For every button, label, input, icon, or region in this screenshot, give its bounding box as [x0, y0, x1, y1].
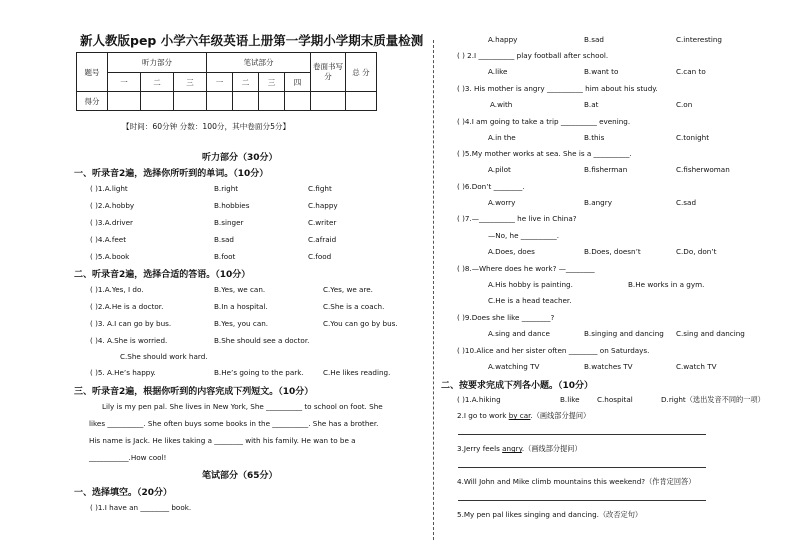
- option: B.He’s going to the park.: [214, 368, 304, 377]
- score-cell[interactable]: [285, 92, 311, 111]
- written-header: 笔试部分: [207, 53, 311, 73]
- question: ( )2.A.He is a doctor.: [90, 302, 164, 311]
- question: ( )1.A.light: [90, 184, 128, 193]
- option: A.like: [488, 67, 508, 76]
- option: B.singing and dancing: [584, 329, 664, 338]
- option: A.sing and dance: [488, 329, 550, 338]
- option: C.tonight: [676, 133, 710, 142]
- question: ( )10.Alice and her sister often ________ on Saturdays.: [457, 346, 650, 355]
- option: C.watch TV: [676, 362, 717, 371]
- option: B.He works in a gym.: [628, 280, 705, 289]
- num-cell: 三: [174, 73, 207, 92]
- option: B.Does, doesn’t: [584, 247, 641, 256]
- option: A.worry: [488, 198, 516, 207]
- option: C.afraid: [308, 235, 337, 244]
- num-cell: 一: [108, 73, 141, 92]
- question: ( )1.A.hiking: [457, 395, 501, 404]
- score-cell[interactable]: [141, 92, 174, 111]
- answer-line[interactable]: [458, 500, 706, 501]
- passage-line: likes __________. She often buys some books in the __________. She has a brother.: [89, 419, 379, 428]
- option: D.right（选出发音不同的一项）: [661, 395, 765, 404]
- option: C.She is a coach.: [323, 302, 385, 311]
- num-cell: 二: [141, 73, 174, 92]
- question: ( )3.A.driver: [90, 218, 133, 227]
- written-section-title: 笔试部分（65分）: [202, 471, 278, 481]
- option: B.She should see a doctor.: [214, 336, 310, 345]
- score-cell[interactable]: [174, 92, 207, 111]
- num-cell: 四: [285, 73, 311, 92]
- question: ( )5.My mother works at sea. She is a __________.: [457, 149, 632, 158]
- question-line: —No, he __________.: [488, 231, 560, 240]
- listen-section-title: 听力部分（30分）: [202, 153, 278, 163]
- question: ( )3. A.I can go by bus.: [90, 319, 172, 328]
- option: B.hobbies: [214, 201, 250, 210]
- option: C.writer: [308, 218, 337, 227]
- w2-heading: 二、按要求完成下列各小题。（10分）: [441, 381, 594, 391]
- option: C.on: [676, 100, 693, 109]
- score-table: [76, 52, 377, 111]
- option: B.In a hospital.: [214, 302, 268, 311]
- option: B.at: [584, 100, 599, 109]
- page-title: 新人教版pep 小学六年级英语上册第一学期小学期末质量检测: [80, 33, 424, 48]
- instruction: .（画线部分提问）: [530, 411, 591, 420]
- option: B.like: [560, 395, 580, 404]
- option: C.food: [308, 252, 332, 261]
- listen-header: 听力部分: [108, 53, 207, 73]
- option: A.pilot: [488, 165, 511, 174]
- score-cell[interactable]: [108, 92, 141, 111]
- option: C.happy: [308, 201, 338, 210]
- question: ( )6.Don’t ________.: [457, 182, 525, 191]
- option: A.with: [490, 100, 513, 109]
- question: ( )4. A.She is worried.: [90, 336, 168, 345]
- passage-line: His name is Jack. He likes taking a ________ with his family. He wan to be a: [89, 436, 356, 445]
- question: ( )5.A.book: [90, 252, 130, 261]
- option: C.sing and dancing: [676, 329, 745, 338]
- option: B.singer: [214, 218, 244, 227]
- question: 4.Will John and Mike climb mountains this weekend?（作肯定回答）: [457, 477, 696, 486]
- score-cell[interactable]: [346, 92, 377, 111]
- question: ( )1.I have an ________ book.: [90, 503, 192, 512]
- question-text: 3.Jerry feels: [457, 444, 503, 453]
- question: ( )1.A.Yes, I do.: [90, 285, 144, 294]
- option: B.watches TV: [584, 362, 633, 371]
- question: ( )7.—__________ he live in China?: [457, 214, 577, 223]
- option: B.sad: [214, 235, 234, 244]
- option: C.sad: [676, 198, 697, 207]
- question: ( )4.I am going to take a trip __________ evening.: [457, 117, 631, 126]
- score-cell[interactable]: [259, 92, 285, 111]
- answer-line[interactable]: [458, 467, 706, 468]
- exam-info: 【时间：60分钟 分数：100分，其中卷面分5分】: [122, 122, 291, 131]
- answer-line[interactable]: [458, 434, 706, 435]
- num-cell: 三: [259, 73, 285, 92]
- option: C.You can go by bus.: [323, 319, 398, 328]
- option: C.She should work hard.: [120, 352, 208, 361]
- question: ( )5. A.He’s happy.: [90, 368, 156, 377]
- passage-line: Lily is my pen pal. She lives in New York, She __________ to school on foot. She: [102, 402, 383, 411]
- option: A.watching TV: [488, 362, 540, 371]
- option: B.angry: [584, 198, 612, 207]
- score-label: 得分: [77, 92, 108, 111]
- question: ( )2.A.hobby: [90, 201, 135, 210]
- option: B.right: [214, 184, 239, 193]
- question: ( )9.Does she like ________?: [457, 313, 555, 322]
- option: B.this: [584, 133, 605, 142]
- option: C.He likes reading.: [323, 368, 391, 377]
- option: A.happy: [488, 35, 518, 44]
- question: [457, 411, 590, 421]
- neat-header: 卷面书写分: [311, 53, 346, 92]
- total-header: 总 分: [346, 53, 377, 92]
- num-label: 题号: [77, 53, 108, 92]
- option: B.fisherman: [584, 165, 628, 174]
- question: ( ) 2.I __________ play football after school.: [457, 51, 609, 60]
- instruction: .（画线部分提问）: [521, 444, 582, 453]
- s2-heading: 二、听录音2遍，选择合适的答语。（10分）: [74, 270, 251, 280]
- question: ( )3. His mother is angry __________ him about his study.: [457, 84, 658, 93]
- option: C.interesting: [676, 35, 722, 44]
- question: [457, 444, 582, 454]
- option: C.He is a head teacher.: [488, 296, 572, 305]
- option: B.foot: [214, 252, 236, 261]
- score-cell[interactable]: [207, 92, 233, 111]
- w1-heading: 一、选择填空。（20分）: [74, 488, 173, 498]
- question: ( )4.A.feet: [90, 235, 127, 244]
- column-divider: [433, 40, 434, 540]
- num-cell: 一: [207, 73, 233, 92]
- option: C.Do, don’t: [676, 247, 717, 256]
- option: C.fight: [308, 184, 332, 193]
- option: C.hospital: [597, 395, 633, 404]
- question: 5.My pen pal likes singing and dancing.（改否定句）: [457, 510, 643, 519]
- option: A.His hobby is painting.: [488, 280, 573, 289]
- s3-heading: 三、听录音2遍，根据你听到的内容完成下列短文。（10分）: [74, 387, 314, 397]
- s1-heading: 一、听录音2遍，选择你所听到的单词。（10分）: [74, 169, 269, 179]
- option: C.can to: [676, 67, 706, 76]
- score-cell[interactable]: [233, 92, 259, 111]
- question-text: 2.I go to work: [457, 411, 509, 420]
- option: C.Yes, we are.: [323, 285, 373, 294]
- num-cell: 二: [233, 73, 259, 92]
- underlined-text: angry: [502, 444, 522, 453]
- option: A.Does, does: [488, 247, 535, 256]
- option: B.Yes, you can.: [214, 319, 269, 328]
- option: B.Yes, we can.: [214, 285, 266, 294]
- question: ( )8.—Where does he work? —________: [457, 264, 595, 273]
- option: C.fisherwoman: [676, 165, 730, 174]
- passage-line: ___________.How cool!: [89, 453, 167, 462]
- option: B.sad: [584, 35, 604, 44]
- option: B.want to: [584, 67, 619, 76]
- score-cell[interactable]: [311, 92, 346, 111]
- underlined-text: by car: [508, 411, 531, 420]
- option: A.in the: [488, 133, 516, 142]
